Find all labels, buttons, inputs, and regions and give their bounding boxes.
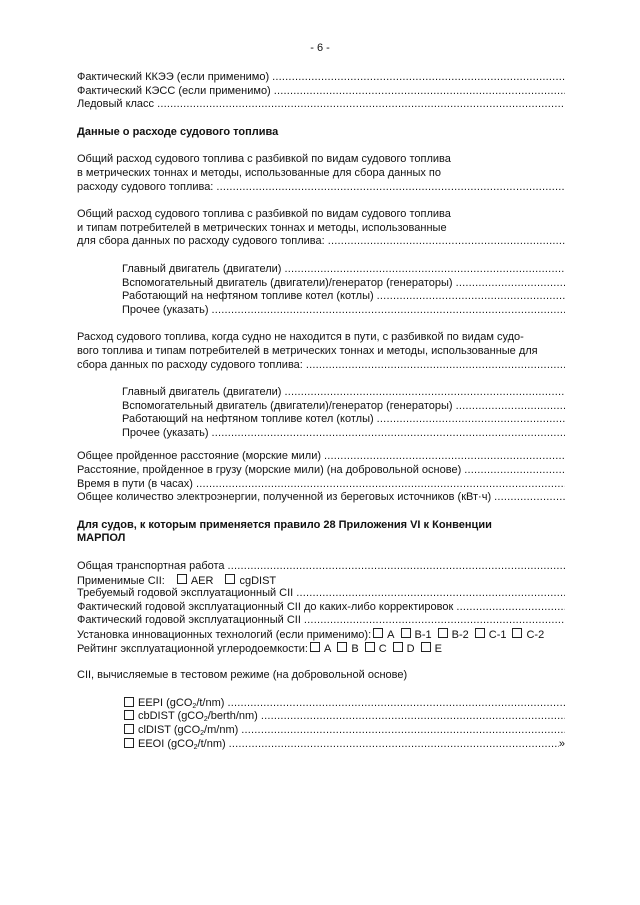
applicable-cii-row: Применимые CII: AER cgDIST	[77, 574, 277, 587]
consumer-list: Главный двигатель (двигатели) ..... Вспомогательный двигатель (двигатели)/генератор (генераторы) ..... Работающий на нефтяном топливе котел (котлы) ..... Прочее (указать) .....	[77, 263, 565, 317]
checkbox-rating-b[interactable]	[337, 642, 347, 652]
checkbox-rating-c[interactable]	[365, 642, 375, 652]
paragraph: Расход судового топлива, когда судно не находится в пути, с разбивкой по видам судо- вого топлива и типам потребителей в метрических тоннах и методы, использованные для сбора данных по расходу судового топлива: .....	[77, 331, 565, 372]
page-number: - 6 -	[310, 42, 330, 54]
field-line: Ледовый класс .....	[77, 98, 565, 112]
checkbox-aer[interactable]	[177, 574, 187, 584]
paragraph: Общий расход судового топлива с разбивкой по видам судового топлива в метрических тоннах и методы, использованные для сбора данных по расходу судового топлива: .....	[77, 153, 565, 194]
document-body: Фактический ККЭЭ (если применимо) ..... Фактический КЭСС (если применимо) ..... Ледовый класс ..... Данные о расходе судового топлива Общий расход судового топлива с разбивкой по видам судового топлива в метрических тоннах и методы, использованные для сбора данных по расходу судового топлива: ..... Общий расход судового топлива с разбивкой по видам судового топлива и типам потребителей в метрических тоннах и методы, использованные для сбора данных по расходу судового топлива: ..... Главный двигатель (двигатели) ..... Вспомогательный двигатель (двигатели)/генератор (генераторы) ..... Работающий на нефтяном топливе котел (котлы) ..... Прочее (указать) ..... Расход судового топлива, когда судно не находится в пути, с разбивкой по видам судо- вого топлива и типам потребителей в метрических тоннах и методы, использованные для сбора данных по расходу судового топлива: ..... Главный двигатель (двигатели) ..... Вспомогательный двигатель (двигатели)/генератор (генераторы) ..... Работающий на нефтяном топливе котел (котлы) ..... Прочее (указать) ..... Общее пройденное расстояние (морские мили) ..... Расстояние, пройденное в грузу (морские мили) (на добровольной основе) ..... Время в пути (в часах) ..... Общее количество электроэнергии, полученной из береговых источников (кВт·ч) ..... Для судов, к которым применяется правило 28 Приложения VI к Конвенции МАРПОЛ Общая транспортная работа ..... Применимые CII: AER cgDIST Требуемый годовой эксплуатационный CII ..... Фактический годовой эксплуатационный CII до каких-либо корректировок ..... Фактический годовой эксплуатационный CII ..... Установка инновационных технологий (если применимо): A B-1 B-2 C-1 C-2 Рейтинг эксплуатационной углеродоемкости: A B C D E CII, вычисляемые в тестовом режиме (на добровольной основе) EEPI (gCO$_2$/t/nm) ..... cbDIST (gCO$_2$/berth/nm) ..... clDIST (gCO$_2$/m/nm) ..... EEOI (gCO$_2$/t/nm) ..... »	[77, 71, 565, 751]
checkbox-cgdist[interactable]	[225, 574, 235, 584]
checkbox-innovation-b1[interactable]	[401, 628, 411, 638]
checkbox-innovation-a[interactable]	[373, 628, 383, 638]
trial-item: EEOI (gCO$_2$/t/nm) ..... »	[122, 738, 565, 752]
checkbox-rating-d[interactable]	[393, 642, 403, 652]
field-line: Фактический КЭСС (если применимо) .....	[77, 85, 565, 99]
section-heading: Данные о расходе судового топлива	[77, 125, 279, 138]
trial-cii-list	[77, 697, 565, 751]
checkbox-rating-a[interactable]	[310, 642, 320, 652]
paragraph: Общий расход судового топлива с разбивкой по видам судового топлива и типам потребителей в метрических тоннах и методы, использованные для сбора данных по расходу судового топлива: .....	[77, 208, 565, 249]
rating-row: Рейтинг эксплуатационной углеродоемкости: A B C D E	[77, 642, 442, 655]
closing-quote: »	[558, 737, 565, 750]
trial-heading: CII, вычисляемые в тестовом режиме (на добровольной основе)	[77, 669, 408, 682]
trial-item: clDIST (gCO$_2$/m/nm) .....	[122, 724, 565, 738]
trial-item: EEPI (gCO$_2$/t/nm) .....	[122, 697, 565, 711]
checkbox-eeoi[interactable]	[124, 738, 134, 748]
distance-fields: Общее пройденное расстояние (морские мили) ..... Расстояние, пройденное в грузу (морские мили) (на добровольной основе) ..... Время в пути (в часах) ..... Общее количество электроэнергии, полученной из береговых источников (кВт·ч) .....	[77, 450, 565, 504]
trial-item: cbDIST (gCO$_2$/berth/nm) .....	[122, 710, 565, 724]
checkbox-innovation-c1[interactable]	[475, 628, 485, 638]
innovation-row: Установка инновационных технологий (если применимо): A B-1 B-2 C-1 C-2	[77, 629, 545, 641]
checkbox-cldist[interactable]	[124, 724, 134, 734]
section-heading: Для судов, к которым применяется правило 28 Приложения VI к Конвенции МАРПОЛ	[77, 518, 492, 545]
checkbox-innovation-b2[interactable]	[438, 628, 448, 638]
field-line: Фактический ККЭЭ (если применимо) .....	[77, 71, 565, 85]
consumer-list: Главный двигатель (двигатели) ..... Вспомогательный двигатель (двигатели)/генератор (генераторы) ..... Работающий на нефтяном топливе котел (котлы) ..... Прочее (указать) .....	[77, 386, 565, 440]
checkbox-rating-e[interactable]	[421, 642, 431, 652]
checkbox-cbdist[interactable]	[124, 710, 134, 720]
checkbox-eepi[interactable]	[124, 697, 134, 707]
checkbox-innovation-c2[interactable]	[512, 628, 522, 638]
